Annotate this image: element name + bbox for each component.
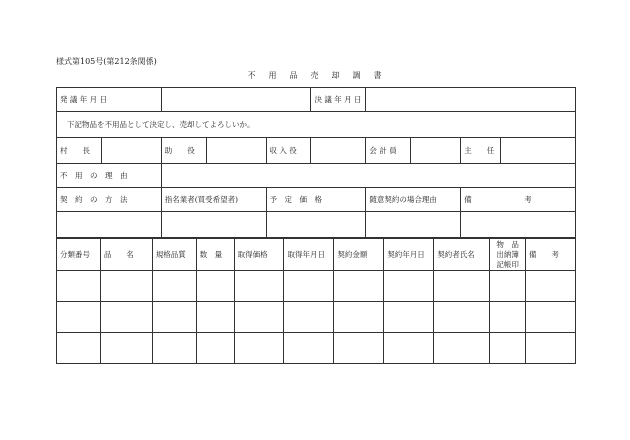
treasurer-label: 収 入 役 [266,138,311,164]
ledger-seal-line: 物 品 [496,239,519,249]
designated-vendor-field[interactable] [161,212,266,238]
planned-price-field[interactable] [266,212,366,238]
approval-statement: 下記物品を不用品として決定し、売却してよろしいか。 [57,112,576,138]
table-header-row [57,239,576,271]
ledger-seal-line: 出納簿 [496,249,519,259]
contract-method-label: 契 約 の 方 法 [57,188,162,212]
table-cell[interactable] [334,271,384,302]
col-quantity: 数 量 [196,239,234,271]
col-remarks: 備 考 [526,239,576,271]
mayor-seal-field[interactable] [101,138,161,164]
title-char: 品 [289,71,299,80]
table-cell[interactable] [334,333,384,364]
designated-vendor-label: 指名業者(買受希望者) [161,188,266,212]
col-item-name: 品 名 [100,239,152,271]
negotiated-reason-label: 随意契約の場合理由 [366,188,461,212]
table-cell[interactable] [384,333,434,364]
col-contractor-name: 契約者氏名 [434,239,490,271]
table-cell[interactable] [490,333,526,364]
decision-date-field[interactable] [366,88,576,112]
table-cell[interactable] [284,271,334,302]
accountant-label: 会 計 員 [366,138,411,164]
table-cell[interactable] [196,333,234,364]
reason-field[interactable] [161,164,575,188]
table-row [57,271,576,302]
table-cell[interactable] [100,333,152,364]
title-char: 却 [331,71,341,80]
items-table [56,238,576,364]
table-cell[interactable] [284,333,334,364]
form-id: 様式第105号(第212条関係) [56,57,157,66]
table-cell[interactable] [334,302,384,333]
proposal-date-label: 発 議 年 月 日 [57,88,162,112]
table-cell[interactable] [490,302,526,333]
table-cell[interactable] [100,302,152,333]
col-spec: 規格品質 [152,239,196,271]
col-acquisition-date: 取得年月日 [284,239,334,271]
ledger-seal-line: 記帳印 [496,259,519,269]
approval-table [56,87,576,238]
table-cell[interactable] [434,271,490,302]
table-cell[interactable] [100,271,152,302]
table-cell[interactable] [284,302,334,333]
title-char: 不 [247,71,257,80]
table-cell[interactable] [234,271,284,302]
table-row [57,302,576,333]
table-cell[interactable] [234,333,284,364]
table-cell[interactable] [526,271,576,302]
deputy-seal-field[interactable] [206,138,266,164]
treasurer-seal-field[interactable] [311,138,366,164]
table-cell[interactable] [526,302,576,333]
decision-date-label: 決 議 年 月 日 [311,88,366,112]
mayor-label: 村 長 [57,138,102,164]
table-row [57,333,576,364]
table-cell[interactable] [57,302,101,333]
title-char: 売 [310,71,320,80]
chief-label: 主 任 [461,138,501,164]
col-acquisition-price: 取得価格 [234,239,284,271]
col-category-no: 分類番号 [57,239,101,271]
remarks-field[interactable] [461,212,576,238]
table-cell[interactable] [234,302,284,333]
title-char: 書 [373,71,383,80]
table-cell[interactable] [152,271,196,302]
col-contract-amount: 契約金額 [334,239,384,271]
table-cell[interactable] [196,271,234,302]
table-cell[interactable] [434,302,490,333]
negotiated-reason-field[interactable] [366,212,461,238]
table-cell[interactable] [434,333,490,364]
title-char: 調 [352,71,362,80]
table-cell[interactable] [490,271,526,302]
col-contract-date: 契約年月日 [384,239,434,271]
table-cell[interactable] [152,302,196,333]
deputy-label: 助 役 [161,138,206,164]
contract-method-field[interactable] [57,212,162,238]
proposal-date-field[interactable] [161,88,311,112]
table-cell[interactable] [384,302,434,333]
table-cell[interactable] [152,333,196,364]
table-cell[interactable] [57,271,101,302]
accountant-seal-field[interactable] [411,138,461,164]
planned-price-label: 予 定 価 格 [266,188,366,212]
col-ledger-seal [490,239,526,271]
table-cell[interactable] [384,271,434,302]
document-title [0,70,630,81]
table-cell[interactable] [196,302,234,333]
title-char: 用 [268,71,278,80]
remarks-label: 備 考 [461,188,576,212]
table-cell[interactable] [57,333,101,364]
reason-label: 不 用 の 理 由 [57,164,162,188]
table-cell[interactable] [526,333,576,364]
chief-seal-field[interactable] [501,138,576,164]
